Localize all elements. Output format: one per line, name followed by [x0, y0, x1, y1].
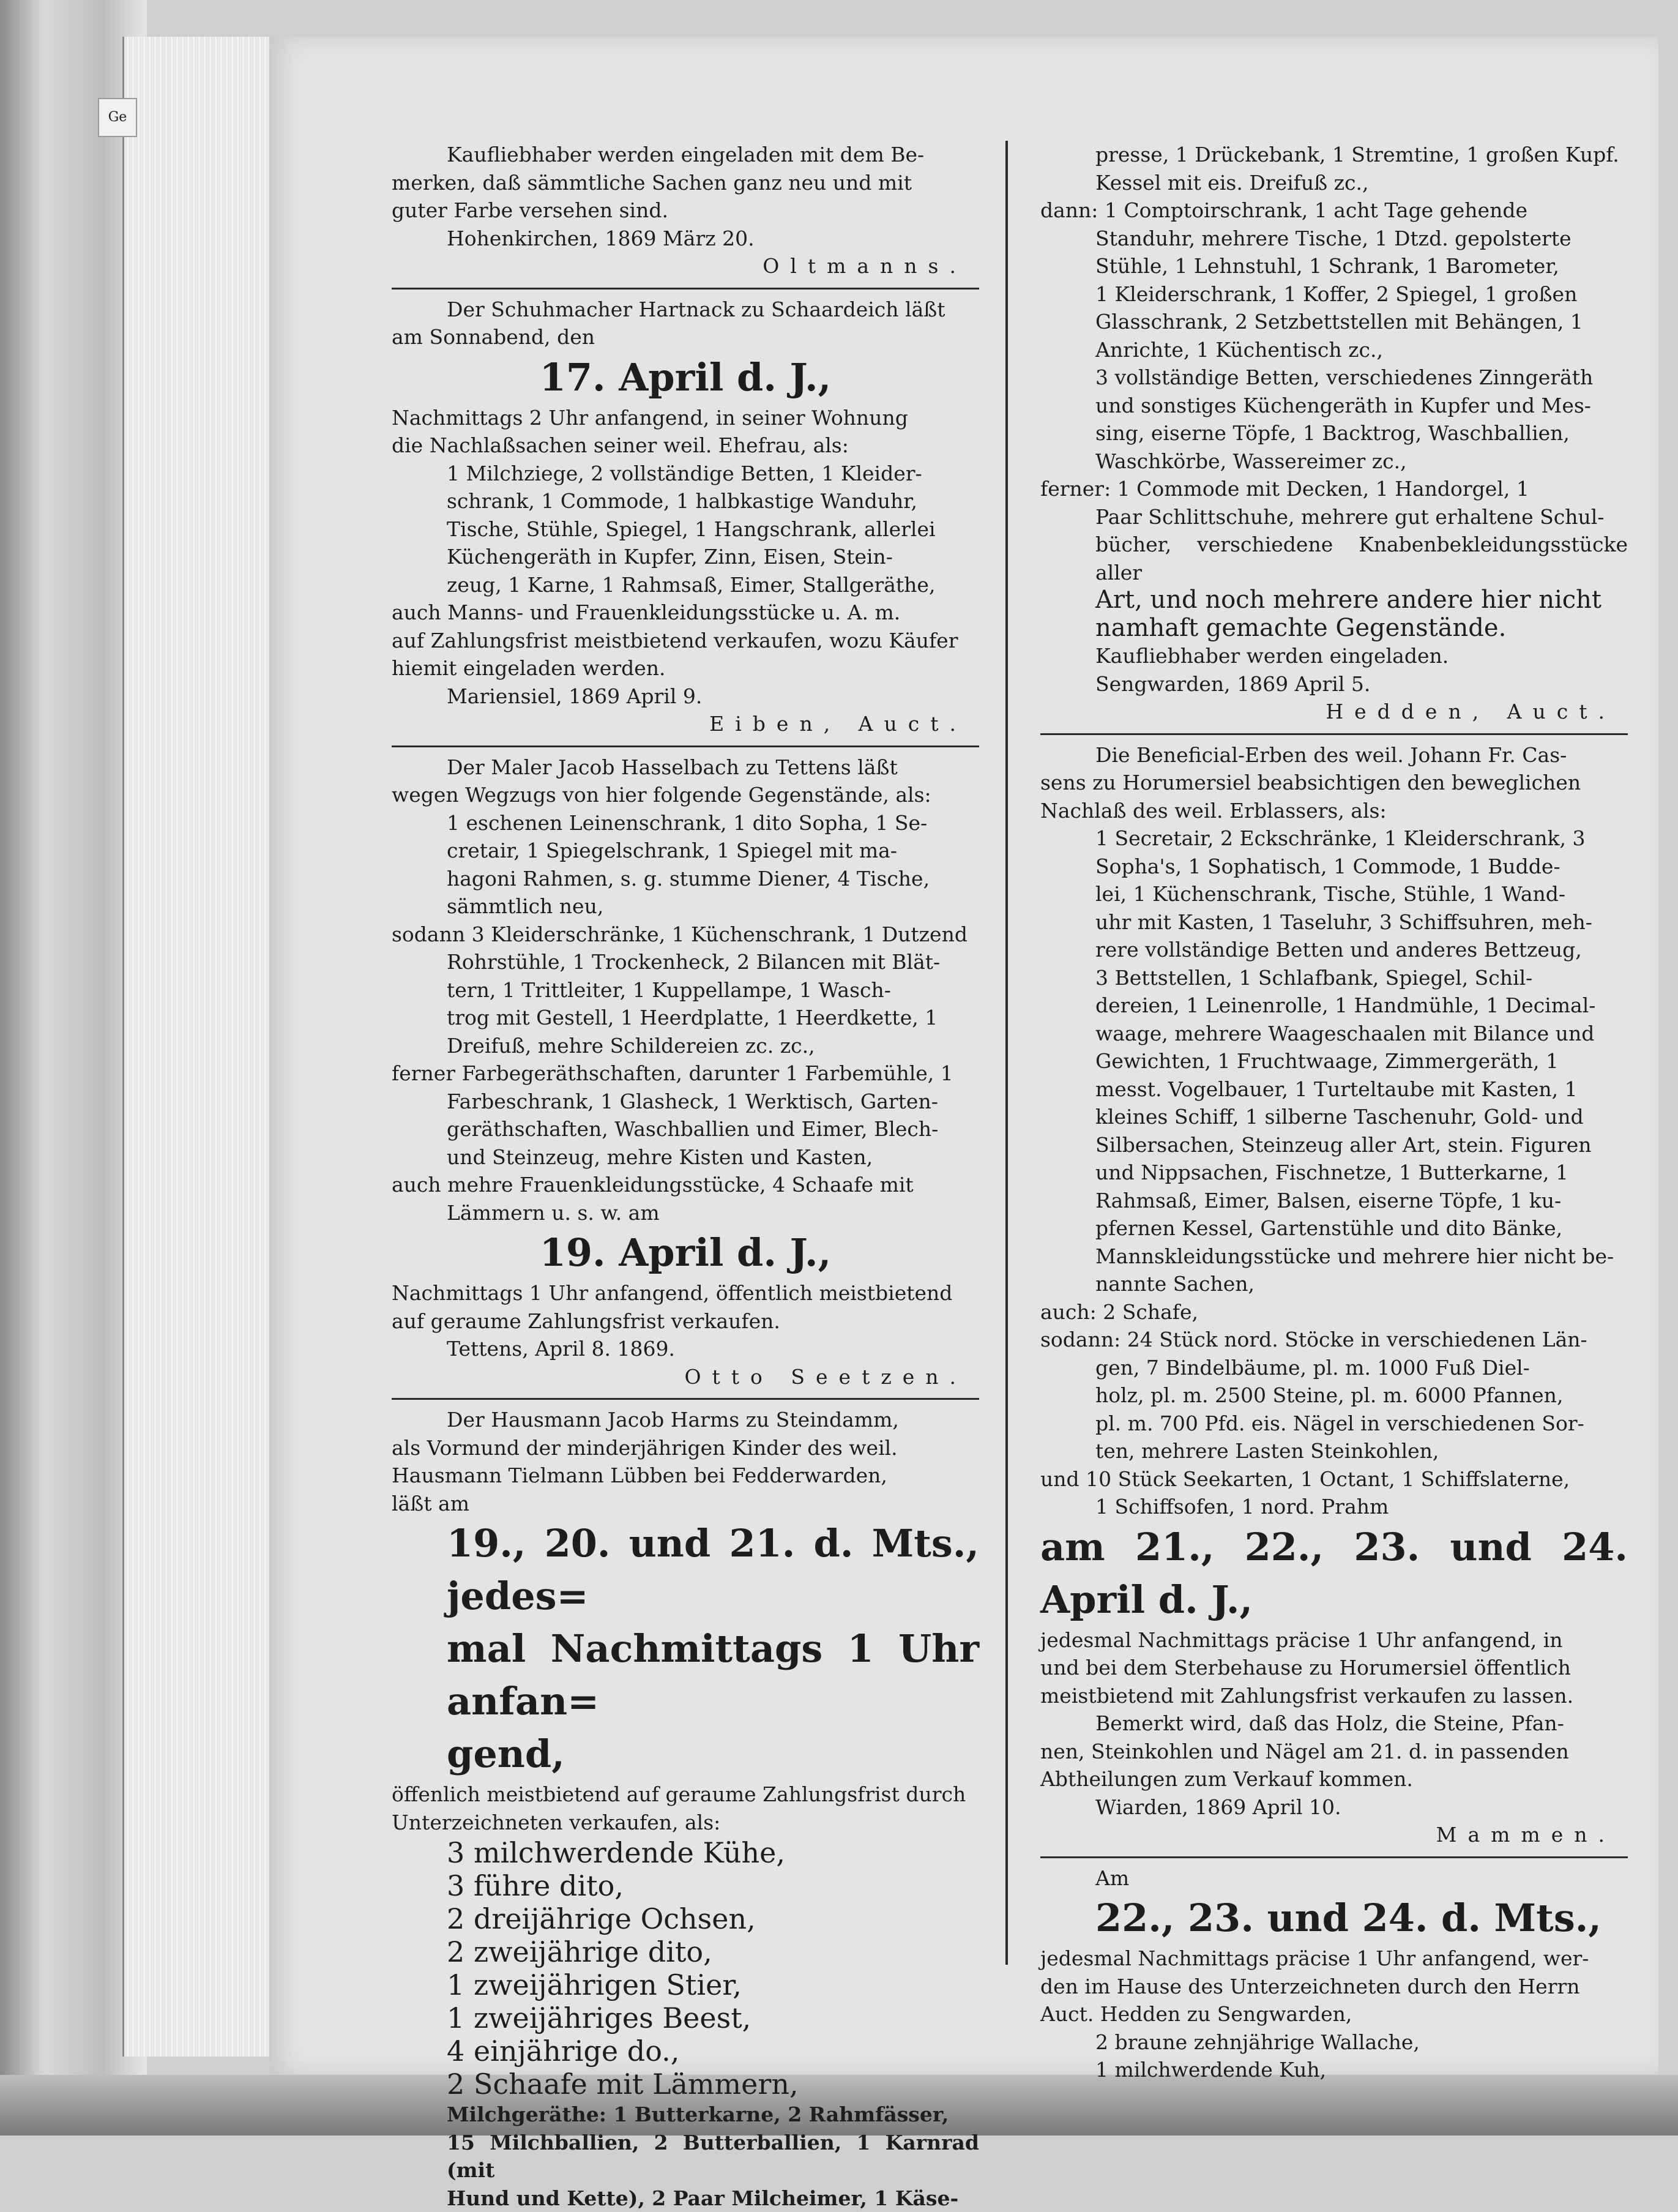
auction-date-heading: 22., 23. und 24. d. Mts., — [1040, 1892, 1628, 1945]
notice-line: Abtheilungen zum Verkauf kommen. — [1040, 1765, 1628, 1793]
notice-line: Unterzeichneten verkaufen, als: — [392, 1809, 979, 1837]
item-line: sodann: 24 Stück nord. Stöcke in verschiedenen Län- — [1040, 1326, 1628, 1354]
item-line: Kessel mit eis. Dreifuß zc., — [1040, 169, 1628, 197]
notice-line: Bemerkt wird, daß das Holz, die Steine, Pfan- — [1040, 1709, 1628, 1738]
notice-line: meistbietend mit Zahlungsfrist verkaufen zu lassen. — [1040, 1682, 1628, 1710]
item-line: hagoni Rahmen, s. g. stumme Diener, 4 Tische, — [392, 865, 979, 893]
notice-line: Die Beneficial-Erben des weil. Johann Fr. Cas- — [1040, 741, 1628, 769]
signature: Otto Seetzen. — [392, 1363, 979, 1391]
item-line: und sonstiges Küchengeräth in Kupfer und Mes- — [1040, 392, 1628, 420]
item-line: Milchgeräthe: 1 Butterkarne, 2 Rahmfässer, — [392, 2101, 979, 2129]
notice-line: Kaufliebhaber werden eingeladen. — [1040, 642, 1628, 670]
item-line: 1 Secretair, 2 Eckschränke, 1 Kleiderschrank, 3 — [1040, 824, 1628, 853]
notice-line: Nachmittags 1 Uhr anfangend, öffentlich meistbietend — [392, 1279, 979, 1307]
item-line: und Steinzeug, mehre Kisten und Kasten, — [392, 1143, 979, 1171]
livestock-item: 4 einjährige do., — [392, 2035, 979, 2068]
notice-line: Der Schuhmacher Hartnack zu Schaardeich läßt — [392, 296, 979, 324]
item-line: ferner Farbegeräthschaften, darunter 1 Farbemühle, 1 — [392, 1059, 979, 1088]
notice-line: am Sonnabend, den — [392, 323, 979, 351]
separator-rule — [1040, 1856, 1628, 1858]
item-line: auch mehre Frauenkleidungsstücke, 4 Schaafe mit — [392, 1171, 979, 1199]
notice-hasselbach — [392, 753, 979, 1391]
item-line: Sopha's, 1 Sophatisch, 1 Commode, 1 Budde- — [1040, 853, 1628, 881]
auction-date-heading: am 21., 22., 23. und 24. April d. J., — [1040, 1521, 1628, 1626]
margin-tab: Ge — [98, 98, 137, 137]
item-line: 1 Schiffsofen, 1 nord. Prahm — [1040, 1493, 1628, 1521]
item-line: schrank, 1 Commode, 1 halbkastige Wanduhr, — [392, 487, 979, 515]
auction-date-heading: 19. April d. J., — [392, 1227, 979, 1279]
item-line: Dreifuß, mehre Schildereien zc. zc., — [392, 1032, 979, 1060]
item-line: Tische, Stühle, Spiegel, 1 Hangschrank, allerlei — [392, 515, 979, 544]
place-date: Mariensiel, 1869 April 9. — [392, 682, 979, 711]
notice-line: als Vormund der minderjährigen Kinder des weil. — [392, 1434, 979, 1462]
item-line: sämmtlich neu, — [392, 892, 979, 921]
notice-line: öffenlich meistbietend auf geraume Zahlungsfrist durch — [392, 1780, 979, 1809]
notice-line: wegen Wegzugs von hier folgende Gegenstände, als: — [392, 781, 979, 809]
livestock-item: 1 zweijähriges Beest, — [392, 2001, 979, 2035]
notice-line: sens zu Horumersiel beabsichtigen den beweglichen — [1040, 769, 1628, 797]
place-date: Hohenkirchen, 1869 März 20. — [392, 225, 979, 253]
notice-cassens — [1040, 741, 1628, 1849]
item-line: bücher, verschiedene Knabenbekleidungsstücke aller — [1040, 531, 1628, 586]
item-line: und 10 Stück Seekarten, 1 Octant, 1 Schiffslaterne, — [1040, 1465, 1628, 1493]
separator-rule — [392, 745, 979, 747]
item-line: Silbersachen, Steinzeug aller Art, stein. Figuren — [1040, 1131, 1628, 1159]
signature: Oltmanns. — [392, 252, 979, 280]
notice-line: jedesmal Nachmittags präcise 1 Uhr anfangend, in — [1040, 1626, 1628, 1654]
separator-rule — [1040, 733, 1628, 735]
item-line: nannte Sachen, — [1040, 1270, 1628, 1298]
place-date: Tettens, April 8. 1869. — [392, 1335, 979, 1363]
column-divider — [1005, 141, 1008, 1965]
item-line: uhr mit Kasten, 1 Taseluhr, 3 Schiffsuhren, meh- — [1040, 908, 1628, 936]
item-line: Standuhr, mehrere Tische, 1 Dtzd. gepolsterte — [1040, 225, 1628, 253]
notice-line: Der Hausmann Jacob Harms zu Steindamm, — [392, 1406, 979, 1434]
item-line: trog mit Gestell, 1 Heerdplatte, 1 Heerdkette, 1 — [392, 1004, 979, 1032]
notice-hedden — [1040, 141, 1628, 726]
item-line: kleines Schiff, 1 silberne Taschenuhr, Gold- und — [1040, 1103, 1628, 1131]
item-line: pfernen Kessel, Gartenstühle und dito Bänke, — [1040, 1214, 1628, 1242]
notice-line: auf Zahlungsfrist meistbietend verkaufen, wozu Käufer — [392, 627, 979, 655]
item-line: 3 vollständige Betten, verschiedenes Zinngeräth — [1040, 364, 1628, 392]
notice-line: jedesmal Nachmittags präcise 1 Uhr anfangend, wer- — [1040, 1945, 1628, 1973]
item-line: sing, eiserne Töpfe, 1 Backtrog, Waschballien, — [1040, 419, 1628, 447]
item-line: und Nippsachen, Fischnetze, 1 Butterkarne, 1 — [1040, 1159, 1628, 1187]
item-line: ferner: 1 Commode mit Decken, 1 Handorgel, 1 — [1040, 475, 1628, 503]
item-line: 1 eschenen Leinenschrank, 1 dito Sopha, 1 Se- — [392, 809, 979, 837]
item-line: Waschkörbe, Wassereimer zc., — [1040, 447, 1628, 476]
notice-line: guter Farbe versehen sind. — [392, 196, 979, 225]
notice-line: Der Maler Jacob Hasselbach zu Tettens läßt — [392, 753, 979, 782]
item-line: ten, mehrere Lasten Steinkohlen, — [1040, 1437, 1628, 1465]
separator-rule — [392, 288, 979, 290]
item-line: dereien, 1 Leinenrolle, 1 Handmühle, 1 Decimal- — [1040, 992, 1628, 1020]
auction-date-heading: mal Nachmittags 1 Uhr anfan= — [392, 1623, 979, 1728]
item-line: geräthschaften, Waschballien und Eimer, Blech- — [392, 1115, 979, 1143]
item-line: tern, 1 Trittleiter, 1 Kuppellampe, 1 Wasch- — [392, 976, 979, 1004]
item-line: 1 Milchziege, 2 vollständige Betten, 1 Kleider- — [392, 460, 979, 488]
item-line: 2 braune zehnjährige Wallache, — [1040, 2028, 1628, 2057]
notice-line: auf geraume Zahlungsfrist verkaufen. — [392, 1307, 979, 1336]
notice-oltmanns — [392, 141, 979, 280]
item-line: Farbeschrank, 1 Glasheck, 1 Werktisch, Garten- — [392, 1088, 979, 1116]
auction-date-heading: 19., 20. und 21. d. Mts., jedes= — [392, 1517, 979, 1623]
notice-line: auch Manns- und Frauenkleidungsstücke u. A. m. — [392, 599, 979, 627]
item-line: 1 Kleiderschrank, 1 Koffer, 2 Spiegel, 1 großen — [1040, 280, 1628, 308]
item-line: sodann 3 Kleiderschränke, 1 Küchenschrank, 1 Dutzend — [392, 921, 979, 949]
item-line: waage, mehrere Waageschaalen mit Bilance und — [1040, 1020, 1628, 1048]
livestock-item: 2 zweijährige dito, — [392, 1935, 979, 1968]
item-line: 15 Milchballien, 2 Butterballien, 1 Karnrad (mit — [392, 2129, 979, 2184]
notice-line: merken, daß sämmtliche Sachen ganz neu und mit — [392, 169, 979, 197]
item-line: Rohrstühle, 1 Trockenheck, 2 Bilancen mit Blät- — [392, 948, 979, 976]
item-line: Art, und noch mehrere andere hier nicht — [1040, 586, 1628, 615]
notice-line: läßt am — [392, 1490, 979, 1518]
signature: Mammen. — [1040, 1821, 1628, 1849]
item-line: rere vollständige Betten und anderes Bettzeug, — [1040, 936, 1628, 964]
signature: Hedden, Auct. — [1040, 698, 1628, 726]
notice-line: Auct. Hedden zu Sengwarden, — [1040, 2000, 1628, 2028]
left-column — [392, 141, 979, 2212]
notice-line: Am — [1040, 1864, 1628, 1893]
item-line: cretair, 1 Spiegelschrank, 1 Spiegel mit ma- — [392, 837, 979, 865]
item-line: messt. Vogelbauer, 1 Turteltaube mit Kasten, 1 — [1040, 1075, 1628, 1104]
livestock-item: 3 führe dito, — [392, 1869, 979, 1902]
item-line: dann: 1 Comptoirschrank, 1 acht Tage gehende — [1040, 196, 1628, 225]
place-date: Sengwarden, 1869 April 5. — [1040, 670, 1628, 698]
item-line: Rahmsaß, Eimer, Balsen, eiserne Töpfe, 1 ku- — [1040, 1187, 1628, 1215]
item-line: Stühle, 1 Lehnstuhl, 1 Schrank, 1 Barometer, — [1040, 252, 1628, 280]
item-line: holz, pl. m. 2500 Steine, pl. m. 6000 Pfannen, — [1040, 1381, 1628, 1410]
item-line: presse, 1 Drückebank, 1 Stremtine, 1 großen Kupf. — [1040, 141, 1628, 169]
item-line: lei, 1 Küchenschrank, Tische, Stühle, 1 Wand- — [1040, 880, 1628, 908]
notice-sengwarden-auction — [1040, 1864, 1628, 2084]
item-line: Gewichten, 1 Fruchtwaage, Zimmergeräth, 1 — [1040, 1047, 1628, 1075]
livestock-item: 2 Schaafe mit Lämmern, — [392, 2068, 979, 2101]
notice-line: den im Hause des Unterzeichneten durch den Herrn — [1040, 1973, 1628, 2001]
separator-rule — [392, 1398, 979, 1400]
notice-line: die Nachlaßsachen seiner weil. Ehefrau, als: — [392, 432, 979, 460]
item-line: namhaft gemachte Gegenstände. — [1040, 615, 1628, 643]
item-line: Paar Schlittschuhe, mehrere gut erhaltene Schul- — [1040, 503, 1628, 531]
auction-date-heading: gend, — [392, 1728, 979, 1780]
notice-line: Kaufliebhaber werden eingeladen mit dem Be- — [392, 141, 979, 169]
notice-line: Hausmann Tielmann Lübben bei Fedderwarden, — [392, 1462, 979, 1490]
livestock-item: 2 dreijährige Ochsen, — [392, 1902, 979, 1935]
notice-line: und bei dem Sterbehause zu Horumersiel öffentlich — [1040, 1654, 1628, 1682]
item-line: 1 milchwerdende Kuh, — [1040, 2056, 1628, 2084]
signature: Eiben, Auct. — [392, 710, 979, 738]
item-line: gen, 7 Bindelbäume, pl. m. 1000 Fuß Diel- — [1040, 1354, 1628, 1382]
book-page-edges — [122, 37, 283, 2057]
item-line: Glasschrank, 2 Setzbettstellen mit Behängen, 1 — [1040, 308, 1628, 336]
notice-line: Nachlaß des weil. Erblassers, als: — [1040, 797, 1628, 825]
item-line: Hund und Kette), 2 Paar Milcheimer, 1 Käse- — [392, 2184, 979, 2212]
notice-harms — [392, 1406, 979, 2212]
item-line: zeug, 1 Karne, 1 Rahmsaß, Eimer, Stallgeräthe, — [392, 571, 979, 599]
place-date: Wiarden, 1869 April 10. — [1040, 1793, 1628, 1822]
item-line: Anrichte, 1 Küchentisch zc., — [1040, 336, 1628, 364]
right-column — [1040, 141, 1628, 2084]
notice-line: nen, Steinkohlen und Nägel am 21. d. in passenden — [1040, 1738, 1628, 1766]
notice-line: Nachmittags 2 Uhr anfangend, in seiner Wohnung — [392, 404, 979, 432]
item-line: auch: 2 Schafe, — [1040, 1298, 1628, 1326]
livestock-item: 3 milchwerdende Kühe, — [392, 1836, 979, 1869]
item-line: Lämmern u. s. w. am — [392, 1199, 979, 1227]
notice-line: hiemit eingeladen werden. — [392, 654, 979, 682]
livestock-item: 1 zweijährigen Stier, — [392, 1968, 979, 2001]
notice-hartnack — [392, 296, 979, 738]
item-line: 3 Bettstellen, 1 Schlafbank, Spiegel, Schil- — [1040, 964, 1628, 992]
item-line: pl. m. 700 Pfd. eis. Nägel in verschiedenen Sor- — [1040, 1410, 1628, 1438]
item-line: Küchengeräth in Kupfer, Zinn, Eisen, Stein- — [392, 543, 979, 571]
auction-date-heading: 17. April d. J., — [392, 351, 979, 404]
item-line: Mannskleidungsstücke und mehrere hier nicht be- — [1040, 1242, 1628, 1271]
